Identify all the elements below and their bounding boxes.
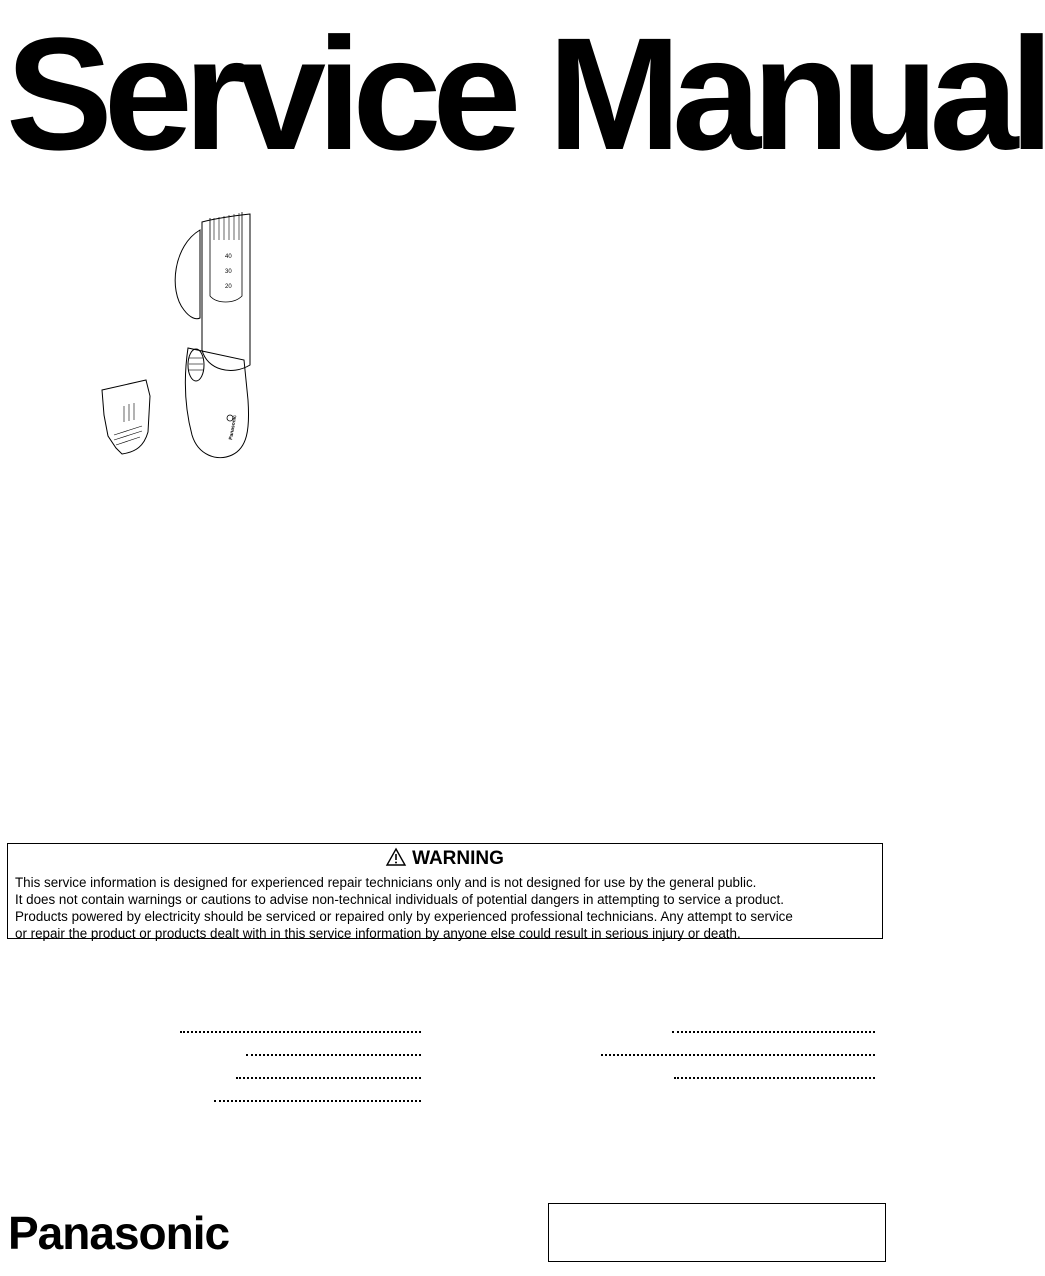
detached-comb [102,380,150,454]
leader-line [236,1077,421,1079]
document-title: Service Manual [6,4,1045,183]
panasonic-logo: Panasonic [8,1207,230,1259]
leader-line [214,1100,421,1102]
leader-line [246,1054,421,1056]
trimmer-body [185,348,248,458]
model-number-box [548,1203,886,1262]
trimmer-rear-bulge [175,230,200,319]
warning-heading: WARNING [412,848,504,869]
comb-marking: 30 [225,269,232,275]
warning-line: Products powered by electricity should be serviced or repaired only by experienced professional technicians. Any attempt to service [15,909,793,924]
comb-marking: 20 [225,284,232,290]
leader-line [180,1031,421,1033]
warning-line: It does not contain warnings or cautions to advise non-technical individuals of potential dangers in attempting to service a product. [15,892,784,907]
adjustment-dial [188,349,204,381]
warning-line: This service information is designed for experienced repair technicians only and is not designed for use by the general public. [15,875,757,890]
warning-triangle-icon [386,848,406,866]
trimmer-upper-housing [202,214,250,370]
leader-line [601,1054,875,1056]
body-brand-print: Panasonic [228,414,239,441]
product-illustration [92,200,272,465]
leader-line [672,1031,875,1033]
comb-marking: 40 [225,254,232,260]
leader-line [674,1077,875,1079]
warning-line: or repair the product or products dealt with in this service information by anyone else could result in serious injury or death. [15,926,741,941]
warning-text [15,874,880,942]
warning-heading-row [8,848,882,870]
warning-box [7,843,883,939]
